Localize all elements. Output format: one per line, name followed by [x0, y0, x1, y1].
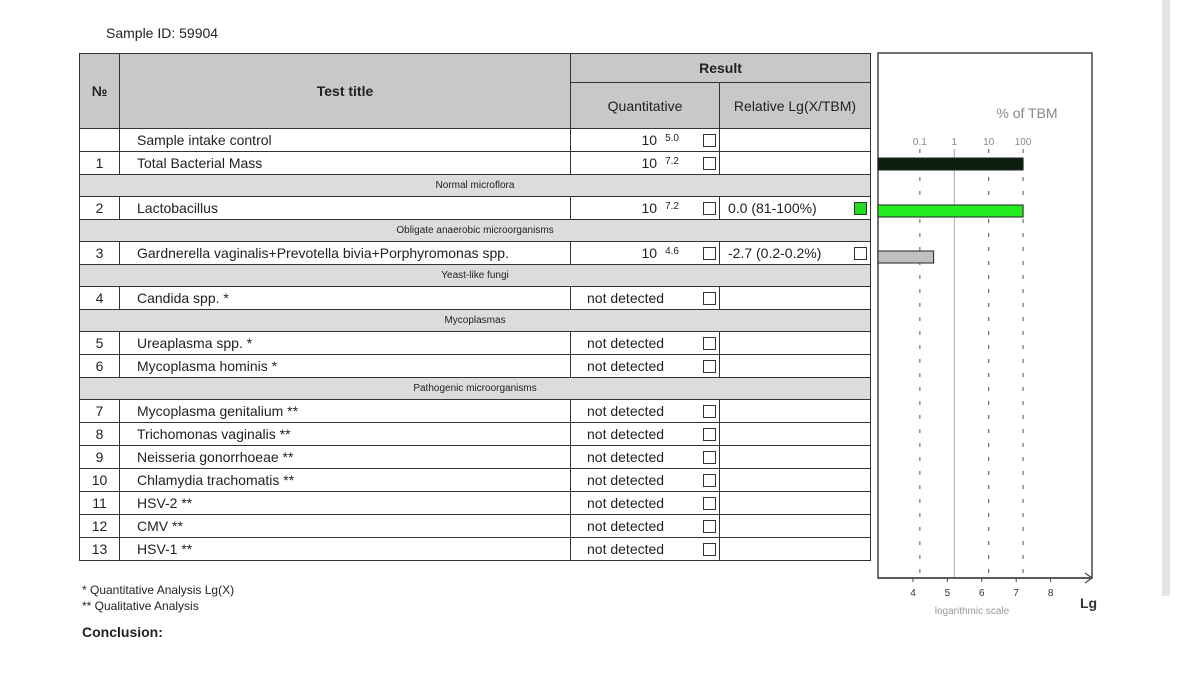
result-not-detected: not detected: [587, 358, 665, 374]
x-axis-label: logarithmic scale: [934, 606, 1010, 617]
result-exponent: 7.2: [665, 156, 679, 167]
row-number: 1: [80, 152, 120, 175]
table-row: [80, 515, 871, 538]
table-row: [80, 287, 871, 310]
x-tick-label: 4: [910, 588, 916, 599]
result-checkbox[interactable]: [703, 543, 716, 556]
header-result: Result: [571, 54, 871, 83]
quantitative-cell: [571, 242, 720, 265]
bar-lactobacillus: [878, 205, 1023, 217]
relative-cell: [720, 492, 871, 515]
relative-cell: [720, 242, 871, 265]
relative-cell: [720, 515, 871, 538]
quantitative-cell: [571, 492, 720, 515]
quantitative-cell: [571, 446, 720, 469]
test-title: Trichomonas vaginalis **: [120, 423, 571, 446]
result-checkbox[interactable]: [703, 428, 716, 441]
section-title: Obligate anaerobic microorganisms: [80, 220, 871, 242]
test-title: Lactobacillus: [120, 197, 571, 220]
x-tick-label: 5: [944, 588, 951, 599]
quantitative-cell: [571, 287, 720, 310]
table-row: [80, 469, 871, 492]
result-not-detected: not detected: [587, 449, 665, 465]
result-exponent: 5.0: [665, 133, 679, 144]
row-number: 13: [80, 538, 120, 561]
test-title: HSV-2 **: [120, 492, 571, 515]
test-title: Neisseria gonorrhoeae **: [120, 446, 571, 469]
relative-cell: [720, 287, 871, 310]
quantitative-cell: [571, 423, 720, 446]
relative-cell: [720, 197, 871, 220]
row-number: [80, 129, 120, 152]
quantitative-cell: [571, 152, 720, 175]
chart-title: % of TBM: [996, 105, 1058, 121]
sample-id: Sample ID: 59904: [106, 25, 219, 41]
table-row: [80, 242, 871, 265]
test-title: Total Bacterial Mass: [120, 152, 571, 175]
result-checkbox[interactable]: [703, 157, 716, 170]
row-number: 12: [80, 515, 120, 538]
result-not-detected: not detected: [587, 541, 665, 557]
test-title: Sample intake control: [120, 129, 571, 152]
result-checkbox[interactable]: [703, 520, 716, 533]
section-title: Normal microflora: [80, 175, 871, 197]
section-row: [80, 175, 871, 197]
x-axis-unit: Lg: [1080, 595, 1098, 611]
table-row: [80, 355, 871, 378]
row-number: 3: [80, 242, 120, 265]
quantitative-cell: [571, 400, 720, 423]
table-row: [80, 538, 871, 561]
quantitative-cell: [571, 355, 720, 378]
table-row: [80, 197, 871, 220]
result-base: 10: [641, 132, 658, 148]
test-title: HSV-1 **: [120, 538, 571, 561]
legend-quantitative: * Quantitative Analysis Lg(X): [82, 583, 235, 597]
header-no: №: [80, 54, 120, 129]
table-row: [80, 400, 871, 423]
row-number: 9: [80, 446, 120, 469]
test-title: Ureaplasma spp. *: [120, 332, 571, 355]
result-exponent: 4.6: [665, 246, 679, 257]
relative-cell: [720, 129, 871, 152]
test-title: Mycoplasma genitalium **: [120, 400, 571, 423]
chart-frame: [878, 53, 1092, 578]
quantitative-cell: [571, 515, 720, 538]
relative-cell: [720, 332, 871, 355]
result-not-detected: not detected: [587, 426, 665, 442]
result-checkbox[interactable]: [703, 405, 716, 418]
test-title: CMV **: [120, 515, 571, 538]
result-checkbox[interactable]: [703, 451, 716, 464]
table-row: [80, 332, 871, 355]
relative-cell: [720, 446, 871, 469]
row-number: 10: [80, 469, 120, 492]
result-exponent: 7.2: [665, 201, 679, 212]
quantitative-cell: [571, 538, 720, 561]
quantitative-cell: [571, 129, 720, 152]
relative-cell: [720, 400, 871, 423]
result-not-detected: not detected: [587, 472, 665, 488]
header-quantitative: Quantitative: [571, 83, 720, 129]
result-base: 10: [641, 155, 658, 171]
relative-value: 0.0 (81-100%): [728, 200, 817, 216]
result-checkbox[interactable]: [703, 292, 716, 305]
test-title: Candida spp. *: [120, 287, 571, 310]
legend-qualitative: ** Qualitative Analysis: [82, 599, 199, 613]
section-title: Mycoplasmas: [80, 310, 871, 332]
result-not-detected: not detected: [587, 403, 665, 419]
results-table: [79, 53, 871, 561]
x-tick-label: 7: [1013, 588, 1019, 599]
result-base: 10: [641, 245, 658, 261]
relative-cell: [720, 538, 871, 561]
result-checkbox[interactable]: [703, 202, 716, 215]
quantitative-cell: [571, 332, 720, 355]
header-title: Test title: [120, 54, 571, 129]
relative-indicator: [854, 247, 867, 260]
quantitative-cell: [571, 197, 720, 220]
result-checkbox[interactable]: [703, 134, 716, 147]
row-number: 11: [80, 492, 120, 515]
result-not-detected: not detected: [587, 495, 665, 511]
relative-cell: [720, 152, 871, 175]
tbm-chart: [870, 45, 1110, 625]
pct-tick-label: 100: [1014, 137, 1032, 148]
table-row: [80, 423, 871, 446]
section-row: [80, 310, 871, 332]
relative-indicator: [854, 202, 867, 215]
bar-gardnerella: [878, 251, 934, 263]
result-checkbox[interactable]: [703, 337, 716, 350]
bar-total: [878, 158, 1023, 170]
test-title: Mycoplasma hominis *: [120, 355, 571, 378]
row-number: 6: [80, 355, 120, 378]
result-not-detected: not detected: [587, 290, 665, 306]
table-row: [80, 446, 871, 469]
result-base: 10: [641, 200, 658, 216]
section-row: [80, 378, 871, 400]
row-number: 4: [80, 287, 120, 310]
relative-cell: [720, 423, 871, 446]
table-row: [80, 129, 871, 152]
x-tick-label: 6: [979, 588, 985, 599]
row-number: 2: [80, 197, 120, 220]
pct-tick-label: 0.1: [912, 137, 927, 148]
result-checkbox[interactable]: [703, 474, 716, 487]
section-row: [80, 265, 871, 287]
result-not-detected: not detected: [587, 518, 665, 534]
test-title: Gardnerella vaginalis+Prevotella bivia+Porphyromonas spp.: [120, 242, 571, 265]
section-title: Pathogenic microorganisms: [80, 378, 871, 400]
row-number: 5: [80, 332, 120, 355]
conclusion-label: Conclusion:: [82, 624, 163, 640]
quantitative-cell: [571, 469, 720, 492]
pct-tick-label: 10: [983, 137, 995, 148]
legend: [82, 582, 234, 614]
pct-tick-label: 1: [951, 137, 958, 148]
result-checkbox[interactable]: [703, 247, 716, 260]
row-number: 8: [80, 423, 120, 446]
table-row: [80, 492, 871, 515]
table-row: [80, 152, 871, 175]
header-relative: Relative Lg(X/TBM): [720, 83, 871, 129]
x-tick-label: 8: [1047, 588, 1054, 599]
section-row: [80, 220, 871, 242]
result-not-detected: not detected: [587, 335, 665, 351]
section-title: Yeast-like fungi: [80, 265, 871, 287]
row-number: 7: [80, 400, 120, 423]
result-checkbox[interactable]: [703, 497, 716, 510]
relative-value: -2.7 (0.2-0.2%): [728, 245, 822, 261]
test-title: Chlamydia trachomatis **: [120, 469, 571, 492]
result-checkbox[interactable]: [703, 360, 716, 373]
scrollbar[interactable]: [1162, 0, 1170, 596]
relative-cell: [720, 355, 871, 378]
relative-cell: [720, 469, 871, 492]
